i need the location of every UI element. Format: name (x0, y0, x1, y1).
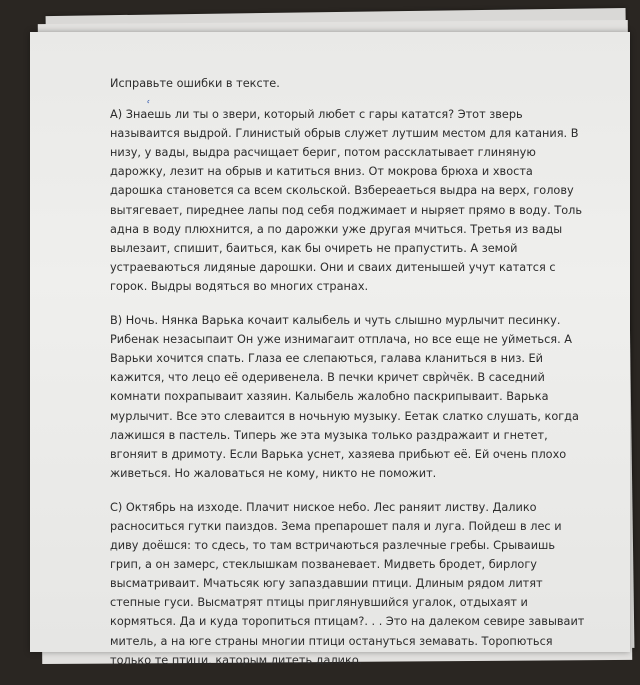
text-line: Варьки хочится спать. Глаза ее слепаються, галава кланиться в низ. Ей (110, 352, 544, 366)
text-line: живеться. Но жаловаться не кому, никто не поможит. (110, 466, 437, 480)
text-line: дарожку, лезит на обрыв и катиться вниз. От мокрова брюха и хвоста (110, 165, 533, 179)
text-line: лажишся в пастель. Типерь же эта музыка только раздражаит и гнетет, (110, 428, 548, 442)
paragraph-b (110, 311, 579, 483)
document-title: Исправьте ошибки в тексте. (110, 77, 280, 90)
text-line: высматриваит. Мчатьсяк югу запаздавшии птици. Длиным рядом литят (110, 577, 543, 591)
pen-correction-mark: ʿ (146, 98, 150, 112)
text-line: вылезаит, спишит, баиться, как бы очиреть не прапустить. А земой (110, 241, 518, 255)
text-line: диву доёшся: то сдесь, то там встричаються разлечные гребы. Срываишь (110, 539, 556, 553)
text-line: А) Знаешь ли ты о звери, который любет с гары кататся? Этот зверь (110, 108, 523, 122)
text-line: расноситься гутки паиздов. Зема препарошет паля и луга. Пойдеш в лес и (110, 519, 562, 533)
text-line: вгоняит в дримоту. Если Варька уснет, хазяева прибьют её. Ей очень плохо (110, 447, 567, 461)
text-line: митель, а на юге страны многии птици остануться земавать. Торопються (110, 634, 553, 648)
text-line: только те птици, каторым литеть далико. (110, 653, 363, 667)
text-line: степные гуси. Высматрят птицы приглянувшийся угалок, отдыхаят и (110, 596, 528, 610)
text-line: Рибенак незасыпаит Он уже изнимагаит отплача, но все еще не уйметься. А (110, 333, 572, 347)
text-line: горок. Выдры водяться во многих странах. (110, 279, 369, 293)
document-text (110, 74, 585, 685)
text-line: вытягевает, пиреднее лапы под себя поджимает и ныряет прямо в воду. Толь (110, 203, 583, 217)
text-line: С) Октябрь на изходе. Плачит ниское небо. Лес раняит листву. Далико (110, 500, 537, 514)
text-line: называится выдрой. Глинистый обрыв служет лутшим местом для катания. В (110, 127, 579, 141)
text-line: дарошка становется са всем скольской. Взбереаеться выдра на верх, голову (110, 184, 574, 198)
paragraph-c (110, 498, 585, 670)
text-line: адна в воду плюхнится, а по дарожки уже другая мчиться. Третья из вады (110, 222, 563, 236)
text-line: комнати похрапываит хазяин. Калыбель жалобно паскрипываит. Варька (110, 390, 549, 404)
text-line: низу, у вады, выдра расчищает бериг, потом рассклатывает глиняную (110, 146, 536, 160)
text-line: В) Ночь. Нянка Варька кочаит калыбель и чуть слышно мурлычит песинку. (110, 314, 561, 328)
text-line: мурлычит. Все это слеваится в ночьную музыку. Еетак слатко слушать, когда (110, 409, 579, 423)
text-line: кажится, что лецо её одеривенела. В печки кричет сврѝчёк. В саседний (110, 371, 545, 385)
text-line: грип, а он замерс, стеклышкам позваневает. Мидветь бродет, бирлогу (110, 558, 537, 572)
text-line: устраеваються лидяные дарошки. Они и сваих дитенышей учут кататся с (110, 260, 556, 274)
paragraph-a (110, 105, 583, 296)
text-line: кормяться. Да и куда торопиться птицам?. . . Это на далеком севире завываит (110, 615, 585, 629)
